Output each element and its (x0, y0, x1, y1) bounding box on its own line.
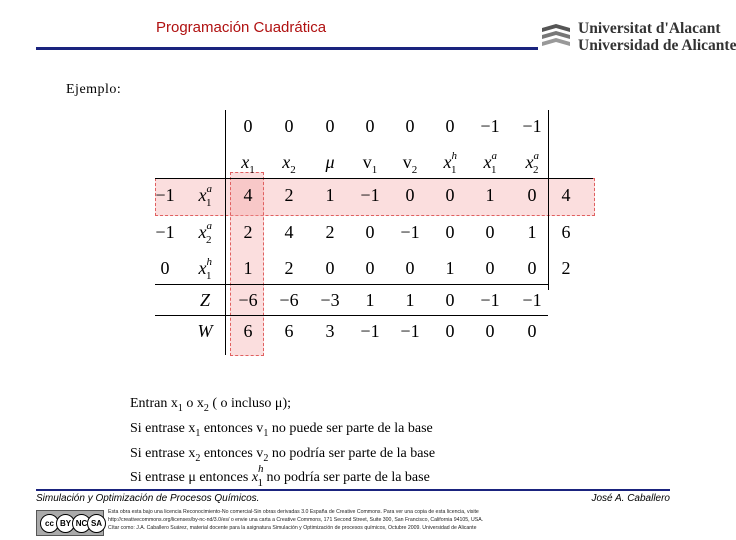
cost-coefficient: 0 (445, 116, 455, 136)
tableau-cell: 1 (325, 185, 335, 205)
tableau-cell: 0 (365, 258, 375, 278)
by-icon: BY (56, 514, 75, 533)
column-header: $x_2$ (282, 152, 296, 176)
w-row-value: −1 (400, 321, 420, 341)
header-divider (155, 178, 593, 179)
note-variable: $x^h_1$ (251, 463, 264, 490)
tableau-cell: 0 (445, 185, 455, 205)
column-header: $x^a_2$ (525, 150, 539, 176)
tableau-cell: 1 (485, 185, 495, 205)
column-header: $v_2$ (402, 152, 418, 176)
z-row-divider (155, 284, 548, 285)
cost-coefficient: 0 (284, 116, 294, 136)
tableau-cell: 4 (243, 185, 253, 205)
w-row-divider (155, 315, 548, 316)
tableau-cell: 2 (325, 222, 335, 242)
cost-coefficient: −1 (522, 116, 542, 136)
basis-cost: −1 (155, 222, 175, 242)
license-text: Esta obra esta bajo una licencia Reconocimiento-No comercial-Sin obras derivadas 3.0 España de Creative Commons. Para ver una copia de esta licencia, visite http://creativecommons.org/licenses/by-nc-nd/3.0/es/ o envie una carta a Creative Commons, 171 Second Street, Suite 300, San Francisco, California 94105, USA. Cítar como: J.A. Caballero Suárez, material docente para la asignatura Simulación y Optimización de procesos químicos, Octubre 2009. Universidad de Alicante (108, 509, 484, 531)
w-row-value: 0 (445, 321, 455, 341)
rhs-value: 2 (561, 258, 571, 278)
cc-icon: cc (40, 514, 59, 533)
logo-line-1: Universitat d'Alacant (578, 20, 721, 37)
tableau-cell: 2 (284, 258, 294, 278)
z-row-value: −6 (238, 290, 258, 310)
tableau-cell: 2 (284, 185, 294, 205)
cost-coefficient: 0 (405, 116, 415, 136)
column-header: $v_1$ (362, 152, 378, 176)
z-row-label: Z (199, 290, 210, 310)
tableau-cell: 0 (405, 185, 415, 205)
cost-coefficient: 0 (243, 116, 253, 136)
tableau-cell: 0 (325, 258, 335, 278)
tableau-cell: 1 (445, 258, 455, 278)
tableau-cell: 0 (527, 185, 537, 205)
basis-variable: $x^a_1$ (198, 183, 212, 209)
z-row-value: −1 (522, 290, 542, 310)
tableau-cell: 4 (284, 222, 294, 242)
w-row-value: −1 (360, 321, 380, 341)
column-header: $x^h_1$ (443, 150, 457, 176)
rhs-value: 6 (561, 222, 571, 242)
note-line-1: Entran $x_1$ o $x_2$ ( o incluso μ); (130, 396, 291, 414)
column-header: $x_1$ (241, 152, 255, 176)
tableau-cell: 2 (243, 222, 253, 242)
w-row-value: 6 (284, 321, 294, 341)
w-row-label: W (197, 321, 213, 341)
tableau-cell: 1 (243, 258, 253, 278)
footer-course: Simulación y Optimización de Procesos Químicos. (36, 493, 260, 504)
tableau-cell: 1 (527, 222, 537, 242)
note-line-4: Si entrase μ entonces $x^h_1$ no podría ser parte de la base (130, 463, 430, 490)
w-row-value: 6 (243, 321, 253, 341)
note-line-2: Si entrase $x_1$ entonces $v_1$ no puede ser parte de la base (130, 420, 433, 439)
logo-line-2: Universidad de Alicante (578, 37, 736, 54)
z-row-value: 1 (365, 290, 375, 310)
nc-icon: NC (72, 514, 91, 533)
basis-variable: $x^h_1$ (198, 256, 212, 282)
z-row-value: −6 (279, 290, 299, 310)
cost-coefficient: 0 (325, 116, 335, 136)
tableau-cell: −1 (360, 185, 380, 205)
w-row-value: 0 (527, 321, 537, 341)
slide-title: Programación Cuadrática (156, 19, 327, 36)
z-row-value: 1 (405, 290, 415, 310)
basis-cost: 0 (160, 258, 170, 278)
column-header: μ (325, 152, 335, 172)
rhs-value: 4 (561, 185, 571, 205)
tableau-cell: 0 (485, 258, 495, 278)
tableau-cell: −1 (400, 222, 420, 242)
tableau-cell: 0 (405, 258, 415, 278)
z-row-value: 0 (445, 290, 455, 310)
w-row-value: 0 (485, 321, 495, 341)
footer-author: José A. Caballero (591, 493, 670, 504)
basis-cost: −1 (155, 185, 175, 205)
basis-divider (225, 110, 226, 355)
z-row-value: −1 (480, 290, 500, 310)
tableau-cell: 0 (485, 222, 495, 242)
notes (130, 394, 435, 488)
cc-license-badge[interactable] (36, 510, 104, 536)
basis-variable: $x^a_2$ (198, 220, 212, 246)
cost-coefficient: −1 (480, 116, 500, 136)
column-header: $x^a_1$ (483, 150, 497, 176)
tableau-cell: 0 (527, 258, 537, 278)
example-label: Ejemplo: (66, 82, 122, 97)
footer-rule (36, 489, 670, 491)
tableau-cell: 0 (365, 222, 375, 242)
cost-coefficient: 0 (365, 116, 375, 136)
w-row-value: 3 (325, 321, 335, 341)
z-row-value: −3 (320, 290, 340, 310)
sa-icon: SA (87, 514, 106, 533)
tableau-cell: 0 (445, 222, 455, 242)
note-line-3: Si entrase $x_2$ entonces $v_2$ no podría ser parte de la base (130, 445, 436, 464)
